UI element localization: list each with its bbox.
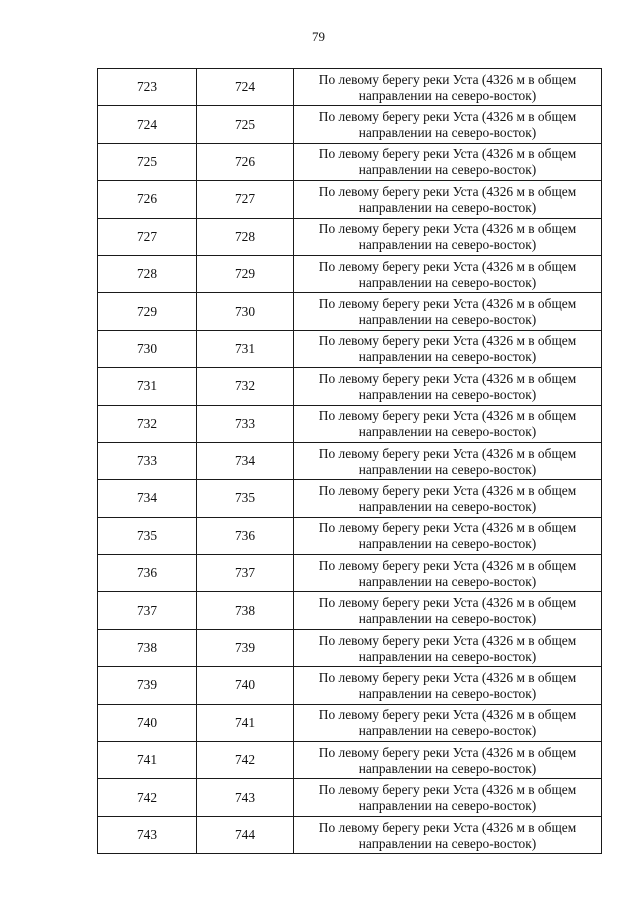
point-to-cell: 731: [197, 330, 294, 367]
table-row: [98, 368, 602, 405]
point-to-cell: 737: [197, 555, 294, 592]
table-row: [98, 69, 602, 106]
point-from-cell: 737: [98, 592, 197, 629]
table-row: [98, 667, 602, 704]
description-line: По левому берегу реки Уста (4326 м в общем: [318, 707, 577, 723]
point-to-cell: 744: [197, 816, 294, 853]
point-to-cell: 739: [197, 629, 294, 666]
description-line: По левому берегу реки Уста (4326 м в общем: [318, 782, 577, 798]
point-from-cell: 730: [98, 330, 197, 367]
boundary-description-cell: [294, 218, 602, 255]
point-from-cell: 733: [98, 442, 197, 479]
description-line: направлении на северо-восток): [358, 461, 537, 477]
boundary-table-body: [98, 69, 602, 854]
point-to-cell: 740: [197, 667, 294, 704]
description-line: По левому берегу реки Уста (4326 м в общем: [318, 258, 577, 274]
point-to-cell: 735: [197, 480, 294, 517]
point-to-cell: 726: [197, 143, 294, 180]
description-line: направлении на северо-восток): [358, 237, 537, 253]
point-to-cell: 730: [197, 293, 294, 330]
point-from-cell: 735: [98, 517, 197, 554]
point-to-cell: 728: [197, 218, 294, 255]
table-row: [98, 517, 602, 554]
table-row: [98, 181, 602, 218]
point-from-cell: 738: [98, 629, 197, 666]
description-line: направлении на северо-восток): [358, 498, 537, 514]
description-line: По левому берегу реки Уста (4326 м в общем: [318, 109, 577, 125]
table-row: [98, 816, 602, 853]
point-to-cell: 724: [197, 69, 294, 106]
table-row: [98, 555, 602, 592]
description-line: По левому берегу реки Уста (4326 м в общем: [318, 408, 577, 424]
table-row: [98, 143, 602, 180]
boundary-description-cell: [294, 517, 602, 554]
point-from-cell: 734: [98, 480, 197, 517]
boundary-description-cell: [294, 330, 602, 367]
boundary-description-cell: [294, 742, 602, 779]
point-to-cell: 725: [197, 106, 294, 143]
table-row: [98, 592, 602, 629]
description-line: направлении на северо-восток): [358, 798, 537, 814]
table-row: [98, 629, 602, 666]
table-row: [98, 330, 602, 367]
point-from-cell: 732: [98, 405, 197, 442]
point-from-cell: 743: [98, 816, 197, 853]
point-from-cell: 726: [98, 181, 197, 218]
point-from-cell: 728: [98, 255, 197, 292]
table-row: [98, 480, 602, 517]
point-to-cell: 734: [197, 442, 294, 479]
boundary-table: [97, 68, 602, 854]
description-line: направлении на северо-восток): [358, 274, 537, 290]
description-line: направлении на северо-восток): [358, 87, 537, 103]
boundary-description-cell: [294, 106, 602, 143]
point-to-cell: 743: [197, 779, 294, 816]
point-from-cell: 725: [98, 143, 197, 180]
table-row: [98, 704, 602, 741]
point-to-cell: 741: [197, 704, 294, 741]
description-line: По левому берегу реки Уста (4326 м в общем: [318, 482, 577, 498]
description-line: По левому берегу реки Уста (4326 м в общем: [318, 595, 577, 611]
description-line: направлении на северо-восток): [358, 573, 537, 589]
table-row: [98, 293, 602, 330]
description-line: направлении на северо-восток): [358, 685, 537, 701]
point-to-cell: 733: [197, 405, 294, 442]
description-line: направлении на северо-восток): [358, 162, 537, 178]
boundary-description-cell: [294, 480, 602, 517]
point-from-cell: 724: [98, 106, 197, 143]
description-line: направлении на северо-восток): [358, 536, 537, 552]
description-line: направлении на северо-восток): [358, 648, 537, 664]
description-line: По левому берегу реки Уста (4326 м в общем: [318, 71, 577, 87]
point-from-cell: 741: [98, 742, 197, 779]
boundary-description-cell: [294, 667, 602, 704]
description-line: направлении на северо-восток): [358, 611, 537, 627]
table-row: [98, 405, 602, 442]
table-row: [98, 779, 602, 816]
description-line: По левому берегу реки Уста (4326 м в общем: [318, 445, 577, 461]
table-row: [98, 218, 602, 255]
point-from-cell: 739: [98, 667, 197, 704]
boundary-description-cell: [294, 629, 602, 666]
boundary-description-cell: [294, 181, 602, 218]
description-line: По левому берегу реки Уста (4326 м в общем: [318, 819, 577, 835]
description-line: По левому берегу реки Уста (4326 м в общем: [318, 183, 577, 199]
point-from-cell: 740: [98, 704, 197, 741]
boundary-description-cell: [294, 442, 602, 479]
point-from-cell: 731: [98, 368, 197, 405]
description-line: По левому берегу реки Уста (4326 м в общем: [318, 744, 577, 760]
point-to-cell: 736: [197, 517, 294, 554]
boundary-description-cell: [294, 816, 602, 853]
table-row: [98, 442, 602, 479]
description-line: направлении на северо-восток): [358, 386, 537, 402]
description-line: По левому берегу реки Уста (4326 м в общем: [318, 557, 577, 573]
boundary-description-cell: [294, 779, 602, 816]
boundary-description-cell: [294, 555, 602, 592]
description-line: направлении на северо-восток): [358, 312, 537, 328]
boundary-description-cell: [294, 405, 602, 442]
description-line: По левому берегу реки Уста (4326 м в общем: [318, 221, 577, 237]
boundary-description-cell: [294, 255, 602, 292]
boundary-description-cell: [294, 69, 602, 106]
table-row: [98, 255, 602, 292]
boundary-description-cell: [294, 704, 602, 741]
point-to-cell: 742: [197, 742, 294, 779]
table-row: [98, 742, 602, 779]
description-line: По левому берегу реки Уста (4326 м в общем: [318, 632, 577, 648]
description-line: По левому берегу реки Уста (4326 м в общем: [318, 296, 577, 312]
point-to-cell: 729: [197, 255, 294, 292]
description-line: направлении на северо-восток): [358, 424, 537, 440]
table-row: [98, 106, 602, 143]
point-to-cell: 738: [197, 592, 294, 629]
point-from-cell: 742: [98, 779, 197, 816]
page-number: 79: [312, 29, 325, 44]
point-to-cell: 732: [197, 368, 294, 405]
description-line: По левому берегу реки Уста (4326 м в общем: [318, 146, 577, 162]
boundary-description-cell: [294, 143, 602, 180]
point-from-cell: 729: [98, 293, 197, 330]
point-to-cell: 727: [197, 181, 294, 218]
description-line: направлении на северо-восток): [358, 723, 537, 739]
description-line: По левому берегу реки Уста (4326 м в общем: [318, 333, 577, 349]
description-line: направлении на северо-восток): [358, 835, 537, 851]
description-line: направлении на северо-восток): [358, 760, 537, 776]
description-line: По левому берегу реки Уста (4326 м в общем: [318, 520, 577, 536]
boundary-description-cell: [294, 592, 602, 629]
description-line: По левому берегу реки Уста (4326 м в общем: [318, 370, 577, 386]
point-from-cell: 723: [98, 69, 197, 106]
description-line: По левому берегу реки Уста (4326 м в общем: [318, 669, 577, 685]
description-line: направлении на северо-восток): [358, 349, 537, 365]
boundary-description-cell: [294, 293, 602, 330]
description-line: направлении на северо-восток): [358, 125, 537, 141]
point-from-cell: 736: [98, 555, 197, 592]
boundary-description-cell: [294, 368, 602, 405]
description-line: направлении на северо-восток): [358, 199, 537, 215]
point-from-cell: 727: [98, 218, 197, 255]
